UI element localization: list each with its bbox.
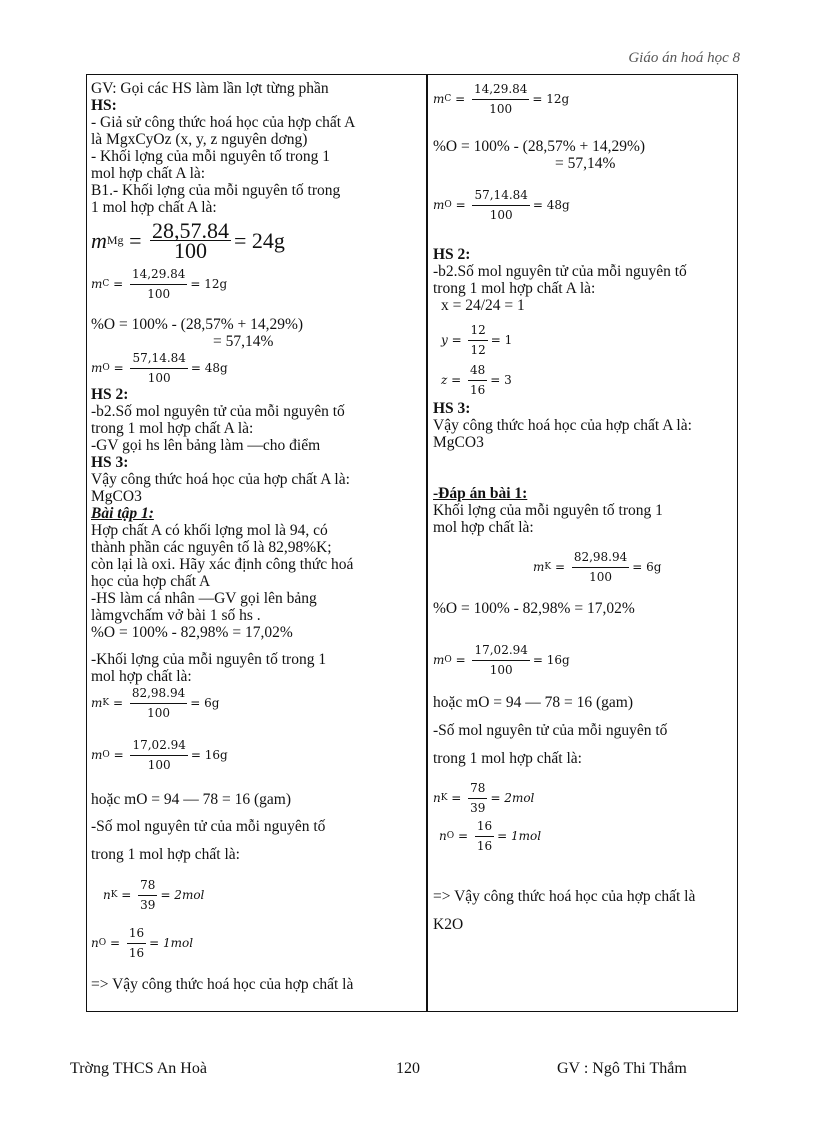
- text-line: K2O: [433, 916, 464, 933]
- eq-sub: C: [444, 93, 452, 104]
- eq-sub: O: [444, 199, 452, 210]
- equation-m-k: m K = $\frac{82,98.94}{100}$ = 6g: [91, 685, 220, 720]
- text-line: trong 1 mol hợp chất là:: [91, 846, 240, 863]
- column-divider: [426, 74, 428, 1012]
- eq-lhs: m: [91, 227, 107, 253]
- equation-m-o: m O = $\frac{57,14.84}{100}$ = 48g: [433, 187, 570, 222]
- numerator: 78: [468, 780, 487, 799]
- numerator: 14,29.84: [130, 266, 187, 285]
- eq-rhs: = 1mol: [497, 828, 542, 843]
- denominator: 100: [147, 705, 170, 720]
- heading: HS 3:: [433, 400, 471, 417]
- text-line: MgCO3: [433, 434, 484, 451]
- equation-z: z = $\frac{48}{16}$ = 3: [441, 362, 512, 397]
- equation-m-c: m C = $\frac{14,29.84}{100}$ = 12g: [91, 266, 228, 301]
- numerator: 48: [468, 362, 487, 381]
- equation-m-mg: m Mg = $\frac{28,57.84}{100}$ = 24g: [91, 217, 285, 263]
- eq-sub: O: [102, 362, 110, 373]
- eq-lhs: m: [91, 747, 103, 762]
- eq-sub: K: [102, 697, 110, 708]
- denominator: 16: [476, 838, 493, 853]
- text-line: => Vậy công thức hoá học của hợp chất là: [91, 976, 354, 993]
- denominator: 100: [147, 757, 171, 772]
- fraction: [138, 877, 157, 914]
- eq-sub: O: [444, 654, 452, 665]
- fraction: [468, 780, 487, 817]
- footer-page-number: 120: [396, 1060, 420, 1077]
- equation-n-k: n K = $\frac{78}{39}$ = 2mol: [433, 780, 535, 815]
- fraction: [468, 322, 487, 359]
- text-line: = 57,14%: [555, 155, 616, 172]
- eq-rhs: = 48g: [190, 360, 228, 375]
- footer-teacher: GV : Ngô Thi Thắm: [557, 1060, 687, 1077]
- fraction: [127, 925, 146, 962]
- fraction: [472, 642, 529, 679]
- denominator: 39: [140, 897, 156, 912]
- text-line: -Khối lợng của mỗi nguyên tố trong 1: [91, 651, 327, 668]
- answer-title: -Đáp án bài 1:: [433, 485, 528, 502]
- denominator: 12: [470, 342, 486, 357]
- text-line: làmgvchấm vở bài 1 số hs .: [91, 607, 261, 624]
- text-line: mol hợp chất A là:: [91, 165, 206, 182]
- eq-sub: Mg: [106, 232, 124, 247]
- text-line: 1 mol hợp chất A là:: [91, 199, 217, 216]
- text-line: Vậy công thức hoá học của hợp chất A là:: [91, 471, 350, 488]
- heading: HS 3:: [91, 454, 129, 471]
- equation-m-o: m O = $\frac{57,14.84}{100}$ = 48g: [91, 350, 228, 385]
- fraction: [130, 737, 187, 774]
- eq-rhs: = 2mol: [160, 887, 205, 902]
- eq-lhs: m: [433, 652, 445, 667]
- fraction: [472, 81, 529, 118]
- denominator: 100: [589, 569, 612, 584]
- eq-lhs: n: [91, 935, 99, 950]
- fraction: [572, 549, 629, 586]
- fraction: [130, 350, 187, 387]
- eq-lhs: m: [91, 360, 103, 375]
- text-line: %O = 100% - (28,57% + 14,29%): [91, 316, 304, 333]
- equation-n-o: n O = $\frac{16}{16}$ = 1mol: [91, 925, 194, 960]
- text-line: GV: Gọi các HS làm lần lợt từng phần: [91, 80, 329, 97]
- eq-rhs: = 2mol: [490, 790, 535, 805]
- eq-rhs: = 6g: [632, 559, 662, 574]
- text-line: thành phần các nguyên tố là 82,98%K;: [91, 539, 332, 556]
- equation-y: y = $\frac{12}{12}$ = 1: [441, 322, 513, 357]
- denominator: 100: [489, 101, 513, 116]
- text-line: -b2.Số mol nguyên tử của mỗi nguyên tố: [91, 403, 345, 420]
- denominator: 39: [470, 800, 486, 815]
- text-line: Vậy công thức hoá học của hợp chất A là:: [433, 417, 692, 434]
- numerator: 78: [138, 877, 157, 896]
- right-column: [433, 80, 733, 939]
- numerator: 57,14.84: [472, 187, 529, 206]
- denominator: 100: [489, 662, 513, 677]
- heading: HS:: [91, 97, 117, 114]
- fraction: [150, 217, 231, 263]
- denominator: 100: [173, 237, 207, 263]
- text-line: %O = 100% - 82,98% = 17,02%: [91, 624, 293, 641]
- text-line: -HS làm cá nhân —GV gọi lên bảng: [91, 590, 317, 607]
- fraction: [468, 362, 487, 399]
- text-line: = 57,14%: [213, 333, 274, 350]
- numerator: 17,02.94: [472, 642, 529, 661]
- eq-lhs: m: [433, 91, 445, 106]
- left-column: [91, 80, 421, 997]
- text-line: còn lại là oxi. Hãy xác định công thức hoá: [91, 556, 354, 573]
- denominator: 100: [489, 207, 513, 222]
- equation-n-k: n K = $\frac{78}{39}$ = 2mol: [103, 877, 205, 912]
- numerator: 57,14.84: [130, 350, 187, 369]
- text-line: Khối lợng của mỗi nguyên tố trong 1: [433, 502, 663, 519]
- eq-rhs: = 48g: [532, 197, 570, 212]
- numerator: 12: [468, 322, 487, 341]
- text-line: học của hợp chất A: [91, 573, 211, 590]
- eq-lhs: n: [439, 828, 447, 843]
- text-line: -b2.Số mol nguyên tử của mỗi nguyên tố: [433, 263, 687, 280]
- eq-rhs: = 12g: [190, 276, 228, 291]
- eq-rhs: = 1: [490, 332, 513, 347]
- eq-rhs: = 3: [490, 372, 512, 387]
- equation-m-k: m K = $\frac{82,98.94}{100}$ = 6g: [533, 549, 662, 584]
- text-line: - Giả sử công thức hoá học của hợp chất A: [91, 114, 356, 131]
- text-line: hoặc mO = 94 — 78 = 16 (gam): [433, 694, 634, 711]
- numerator: 16: [475, 818, 494, 837]
- eq-rhs: = 12g: [532, 91, 570, 106]
- text-line: Hợp chất A có khối lợng mol là 94, có: [91, 522, 328, 539]
- footer-school: Trờng THCS An Hoà: [70, 1060, 207, 1077]
- numerator: 16: [127, 925, 146, 944]
- eq-rhs: = 16g: [532, 652, 570, 667]
- text-line: %O = 100% - (28,57% + 14,29%): [433, 138, 646, 155]
- eq-lhs: n: [433, 790, 441, 805]
- eq-lhs: m: [91, 276, 103, 291]
- text-line: -GV gọi hs lên bảng làm —cho điểm: [91, 437, 321, 454]
- text-line: - Khối lợng của mỗi nguyên tố trong 1: [91, 148, 330, 165]
- fraction: [130, 266, 187, 303]
- text-line: trong 1 mol hợp chất A là:: [91, 420, 254, 437]
- numerator: 17,02.94: [130, 737, 187, 756]
- denominator: 100: [147, 370, 171, 385]
- heading: HS 2:: [91, 386, 129, 403]
- numerator: 82,98.94: [130, 685, 187, 704]
- eq-sub: K: [110, 889, 118, 900]
- text-line: x = 24/24 = 1: [441, 297, 525, 314]
- eq-lhs: m: [533, 559, 545, 574]
- denominator: 16: [470, 382, 486, 397]
- eq-sub: O: [98, 937, 107, 948]
- eq-rhs: = 16g: [190, 747, 228, 762]
- page-header: Giáo án hoá học 8: [628, 50, 740, 66]
- eq-lhs: n: [103, 887, 111, 902]
- text-line: mol hợp chất là:: [433, 519, 534, 536]
- eq-sub: K: [440, 792, 448, 803]
- text-line: là MgxCyOz (x, y, z nguyên dơng): [91, 131, 308, 148]
- numerator: 82,98.94: [572, 549, 629, 568]
- text-line: trong 1 mol hợp chất A là:: [433, 280, 596, 297]
- text-line: mol hợp chất là:: [91, 668, 192, 685]
- equation-m-o-2: m O = $\frac{17,02.94}{100}$ = 16g: [91, 737, 228, 772]
- eq-rhs: = 6g: [190, 695, 220, 710]
- denominator: 100: [147, 286, 171, 301]
- text-line: -Số mol nguyên tử của mỗi nguyên tố: [433, 722, 668, 739]
- text-line: -Số mol nguyên tử của mỗi nguyên tố: [91, 818, 326, 835]
- eq-lhs: y: [441, 332, 448, 347]
- eq-sub: C: [102, 278, 110, 289]
- denominator: 16: [128, 945, 145, 960]
- fraction: [130, 685, 187, 722]
- eq-sub: O: [102, 749, 110, 760]
- numerator: 28,57.84: [151, 217, 229, 243]
- text-line: => Vậy công thức hoá học của hợp chất là: [433, 888, 696, 905]
- eq-lhs: z: [441, 372, 448, 387]
- eq-sub: K: [544, 561, 552, 572]
- numerator: 14,29.84: [472, 81, 529, 100]
- text-line: hoặc mO = 94 — 78 = 16 (gam): [91, 791, 292, 808]
- eq-lhs: m: [91, 695, 103, 710]
- text-line: trong 1 mol hợp chất là:: [433, 750, 582, 767]
- fraction: [472, 187, 529, 224]
- eq-lhs: m: [433, 197, 445, 212]
- eq-rhs: = 24g: [233, 227, 285, 253]
- fraction: [475, 818, 494, 855]
- text-line: B1.- Khối lợng của mỗi nguyên tố trong: [91, 182, 341, 199]
- text-line: %O = 100% - 82,98% = 17,02%: [433, 600, 635, 617]
- equation-m-c: m C = $\frac{14,29.84}{100}$ = 12g: [433, 81, 570, 116]
- equation-n-o: n O = $\frac{16}{16}$ = 1mol: [439, 818, 542, 853]
- text-line: MgCO3: [91, 488, 142, 505]
- equation-m-o-2: m O = $\frac{17,02.94}{100}$ = 16g: [433, 642, 570, 677]
- heading: HS 2:: [433, 246, 471, 263]
- exercise-title: Bài tập 1:: [91, 505, 154, 522]
- eq-rhs: = 1mol: [149, 935, 194, 950]
- eq-sub: O: [446, 830, 455, 841]
